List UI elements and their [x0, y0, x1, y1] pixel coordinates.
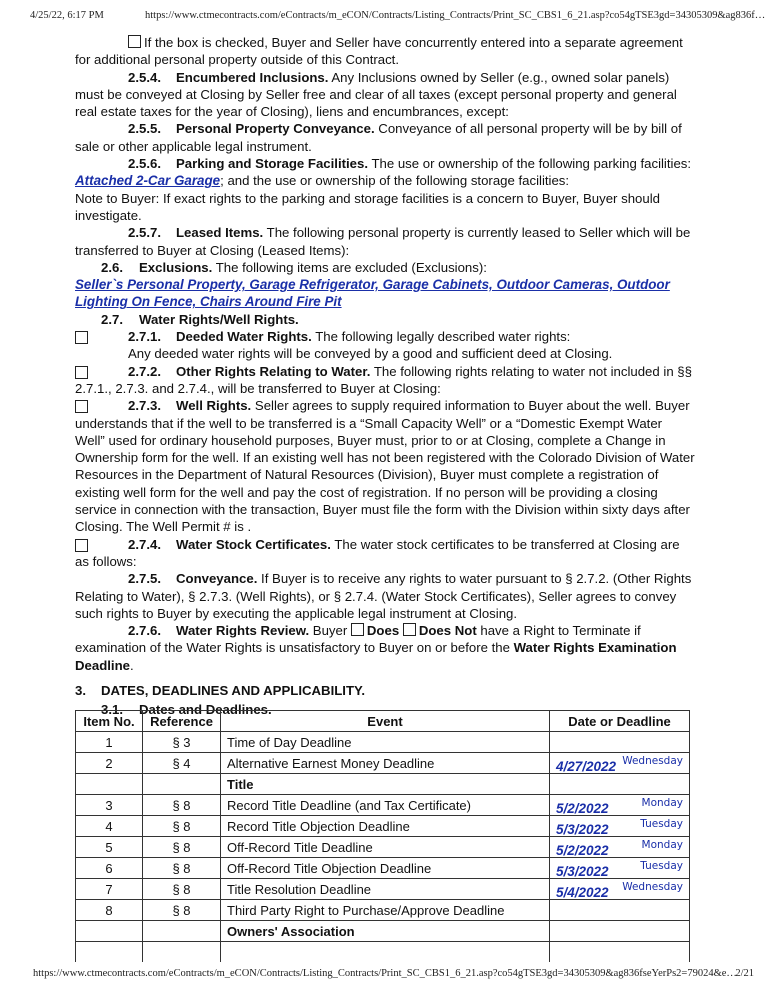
water-review-does-checkbox[interactable]	[351, 623, 364, 636]
section-2-7-1: 2.7.1. Deeded Water Rights. The following legally described water rights: Any deeded water rights will be conveyed by a good and sufficient deed at Closing.	[75, 328, 695, 363]
deadline-weekday: Monday	[641, 797, 683, 809]
col-header-reference: Reference	[143, 711, 221, 732]
col-header-item-no: Item No.	[76, 711, 143, 732]
cell-date[interactable]	[550, 837, 690, 858]
cell-date[interactable]	[550, 858, 690, 879]
exclusions-value[interactable]: Seller`s Personal Property, Garage Refrigerator, Garage Cabinets, Outdoor Cameras, Outdoor Lighting On Fence, Chairs Around Fire Pit	[75, 277, 670, 310]
separate-agreement-checkbox[interactable]	[128, 35, 141, 48]
cell-item-no	[76, 774, 143, 795]
cell-date[interactable]	[550, 900, 690, 921]
table-row	[76, 858, 690, 879]
print-datetime: 4/25/22, 6:17 PM	[30, 10, 104, 21]
cell-item-no: 2	[76, 753, 143, 774]
print-footer	[33, 968, 754, 982]
cell-date[interactable]	[550, 942, 690, 963]
cell-event: Owners' Association	[221, 921, 550, 942]
other-water-rights-checkbox[interactable]	[75, 366, 88, 379]
section-2-7: 2.7. Water Rights/Well Rights.	[101, 311, 299, 327]
deadline-date: 4/27/2022	[556, 758, 617, 774]
cell-item-no: 4	[76, 816, 143, 837]
cell-date[interactable]	[550, 816, 690, 837]
print-header-url: https://www.ctmecontracts.com/eContracts/m_eCON/Contracts/Listing_Contracts/Print_SC_CBS1_6_21.asp?co54gTSE3gd=34305309&ag836f…	[145, 10, 766, 21]
section-2-7-3: 2.7.3. Well Rights. Seller agrees to supply required information to Buyer about the well. Buyer understands that if the well to be transferred is a “Small Capacity Well” or a “Domestic Exempt Water Well” used for ordinary household purposes, Buyer must, prior to or at Closing, complete a Change in Ownership form for the well. If an existing well has not been registered with the Colorado Division of Water Resources in the Department of Natural Resources (Division), Buyer must complete a registration of existing well form for the well and pay the cost of registration. If no person will be providing a closing service in connection with the transaction, Buyer must file the form with the Division within sixty days after Closing. The Well Permit # is .	[75, 398, 695, 535]
table-row	[76, 942, 690, 963]
cell-event: Title	[221, 774, 550, 795]
section-2-7-2: 2.7.2. Other Rights Relating to Water. The following rights relating to water not included in §§ 2.7.1., 2.7.3. and 2.7.4., will be transferred to Buyer at Closing:	[75, 363, 692, 396]
print-header	[30, 10, 766, 24]
cell-event: Off-Record Title Objection Deadline	[221, 858, 550, 879]
cell-reference: § 8	[143, 858, 221, 879]
table-row	[76, 816, 690, 837]
cell-item-no	[76, 921, 143, 942]
parking-facilities-value[interactable]: Attached 2-Car Garage	[75, 173, 221, 189]
separate-agreement-clause: If the box is checked, Buyer and Seller have concurrently entered into a separate agreement for additional personal property outside of this Contract.	[75, 35, 683, 68]
cell-item-no: 7	[76, 879, 143, 900]
cell-reference: § 4	[143, 753, 221, 774]
cell-reference	[143, 942, 221, 963]
deadline-weekday: Wednesday	[622, 755, 683, 767]
section-3-1-heading: 3.1. Dates and Deadlines.	[101, 702, 272, 718]
contract-body	[75, 34, 695, 719]
parking-note: Note to Buyer: If exact rights to the parking and storage facilities is a concern to Buyer, Buyer should investigate.	[75, 190, 660, 223]
cell-item-no: 6	[76, 858, 143, 879]
cell-date[interactable]	[550, 732, 690, 753]
cell-event: Record Title Objection Deadline	[221, 816, 550, 837]
col-header-date: Date or Deadline	[550, 711, 690, 732]
section-2-5-7: 2.5.7. Leased Items. The following personal property is currently leased to Seller which will be transferred to Buyer at Closing (Leased Items):	[75, 225, 691, 258]
section-2-7-5: 2.7.5. Conveyance. If Buyer is to receive any rights to water pursuant to § 2.7.2. (Other Rights Relating to Water), § 2.7.3. (Well Rights), or § 2.7.4. (Water Stock Certificates), Seller agrees to convey such rights to Buyer by executing the applicable legal instrument at Closing.	[75, 571, 692, 621]
deadline-weekday: Tuesday	[640, 818, 683, 830]
cell-reference: § 8	[143, 837, 221, 858]
deadline-date: 5/2/2022	[556, 800, 609, 816]
cell-date[interactable]	[550, 774, 690, 795]
cell-event: Time of Day Deadline	[221, 732, 550, 753]
cell-event: Title Resolution Deadline	[221, 879, 550, 900]
table-section-row	[76, 921, 690, 942]
table-header-row	[76, 711, 690, 732]
deeded-water-rights-checkbox[interactable]	[75, 331, 88, 344]
cell-reference: § 8	[143, 795, 221, 816]
page-number: 2/21	[735, 968, 754, 979]
cell-date[interactable]	[550, 795, 690, 816]
table-row	[76, 879, 690, 900]
cell-reference	[143, 774, 221, 795]
deadline-date: 5/3/2022	[556, 821, 609, 837]
deadline-date: 5/4/2022	[556, 884, 609, 900]
section-2-5-6: 2.5.6. Parking and Storage Facilities. The use or ownership of the following parking facilities:	[128, 156, 692, 172]
cell-reference: § 8	[143, 900, 221, 921]
section-2-6: 2.6. Exclusions. The following items are excluded (Exclusions):	[101, 259, 487, 275]
deadline-date: 5/3/2022	[556, 863, 609, 879]
deadline-weekday: Wednesday	[622, 881, 683, 893]
cell-item-no	[76, 942, 143, 963]
water-review-does-not-checkbox[interactable]	[403, 623, 416, 636]
section-2-5-4: 2.5.4. Encumbered Inclusions. Any Inclusions owned by Seller (e.g., owned solar panels) must be conveyed at Closing by Seller free and clear of all taxes (except personal property and general real estate taxes for the year of Closing), liens and encumbrances, except:	[75, 69, 677, 120]
table-row	[76, 837, 690, 858]
cell-date[interactable]	[550, 753, 690, 774]
water-stock-certificates-checkbox[interactable]	[75, 539, 88, 552]
table-section-row	[76, 774, 690, 795]
cell-item-no: 8	[76, 900, 143, 921]
table-row	[76, 900, 690, 921]
cell-date[interactable]	[550, 879, 690, 900]
section-2-5-5: 2.5.5. Personal Property Conveyance. Conveyance of all personal property will be by bill of sale or other applicable legal instrument.	[75, 121, 682, 154]
section-3-heading: 3. DATES, DEADLINES AND APPLICABILITY.	[75, 682, 366, 698]
parking-facilities-line: Attached 2-Car Garage; and the use or ownership of the following storage facilities:	[75, 173, 570, 189]
cell-event	[221, 942, 550, 963]
section-2-7-4: 2.7.4. Water Stock Certificates. The water stock certificates to be transferred at Closing are as follows:	[75, 536, 680, 569]
table-row	[76, 795, 690, 816]
cell-reference: § 3	[143, 732, 221, 753]
cell-item-no: 5	[76, 837, 143, 858]
deadline-date: 5/2/2022	[556, 842, 609, 858]
cell-reference: § 8	[143, 879, 221, 900]
cell-event: Off-Record Title Deadline	[221, 837, 550, 858]
deadline-weekday: Tuesday	[640, 860, 683, 872]
cell-item-no: 3	[76, 795, 143, 816]
cell-event: Alternative Earnest Money Deadline	[221, 753, 550, 774]
cell-reference	[143, 921, 221, 942]
dates-deadlines-table	[75, 710, 690, 962]
cell-date[interactable]	[550, 921, 690, 942]
cell-event: Record Title Deadline (and Tax Certificate)	[221, 795, 550, 816]
table-row	[76, 732, 690, 753]
exclusions-value-line	[75, 276, 695, 311]
cell-item-no: 1	[76, 732, 143, 753]
table-row	[76, 753, 690, 774]
cell-event: Third Party Right to Purchase/Approve Deadline	[221, 900, 550, 921]
print-footer-url: https://www.ctmecontracts.com/eContracts/m_eCON/Contracts/Listing_Contracts/Print_SC_CBS1_6_21.asp?co54gTSE3gd=34305309&ag836fseYerPs2=79024&e…	[33, 968, 737, 979]
section-2-7-6: 2.7.6. Water Rights Review. Buyer Does Does Not have a Right to Terminate if examination of the Water Rights is unsatisfactory to Buyer on or before the Water Rights Examination Deadline.	[75, 623, 677, 673]
col-header-event: Event	[221, 711, 550, 732]
deadline-weekday: Monday	[641, 839, 683, 851]
cell-reference: § 8	[143, 816, 221, 837]
well-rights-checkbox[interactable]	[75, 400, 88, 413]
